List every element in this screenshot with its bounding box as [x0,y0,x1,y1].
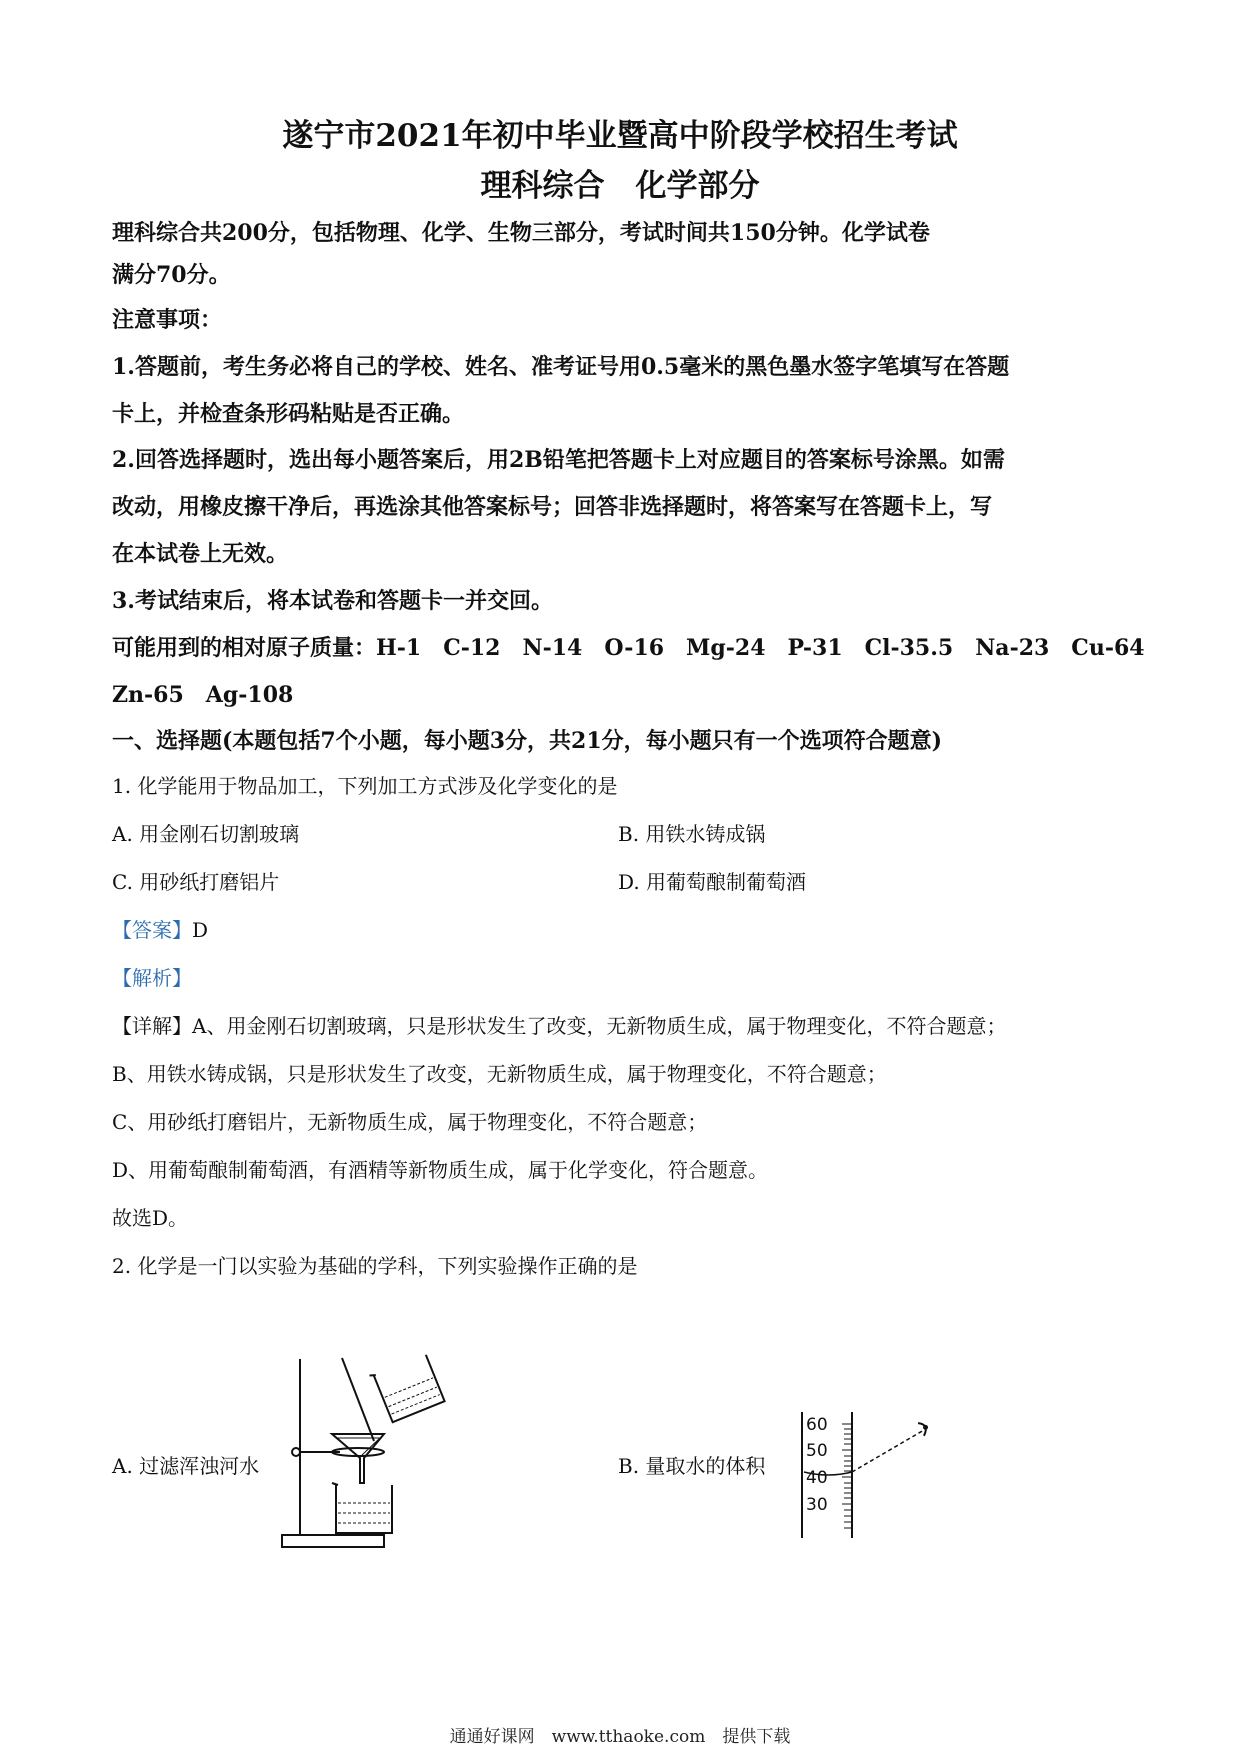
q1-option-c: C. 用砂纸打磨铝片 [112,870,280,894]
beaker [336,1485,392,1533]
intro-line-2: 满分70分。 [112,262,231,288]
answer-label: 【答案】 [112,918,192,942]
atomic-mass-line-2: Zn-65 Ag-108 [112,682,294,708]
notice-item-1-line-2: 卡上，并检查条形码粘贴是否正确。 [112,401,465,427]
q1-detail-b: B、用铁水铸成锅，只是形状发生了改变，无新物质生成，属于物理变化，不符合题意； [112,1062,887,1086]
q1-detail-c: C、用砂纸打磨铝片，无新物质生成，属于物理变化，不符合题意； [112,1110,708,1134]
sight-line [852,1430,924,1472]
notice-item-2-line-1: 2.回答选择题时，选出每小题答案后，用2B铅笔把答题卡上对应题目的答案标号涂黑。如需 [112,447,1005,473]
page-subtitle: 理科综合 化学部分 [480,168,760,204]
analysis-label: 【解析】 [112,966,192,990]
tick-label-30: 30 [806,1495,828,1515]
notice-item-1-line-1: 1.答题前，考生务必将自己的学校、姓名、准考证号用0.5毫米的黑色墨水签字笔填写在答题 [112,354,1010,380]
q1-detail-a [112,1010,1006,1039]
notice-item-3: 3.考试结束后，将本试卷和答题卡一并交回。 [112,588,553,614]
detail-label: 【详解】 [112,1014,192,1038]
notice-item-2-line-2: 改动，用橡皮擦干净后，再选涂其他答案标号；回答非选择题时，将答案写在答题卡上，写 [112,494,993,520]
tick-label-50: 50 [806,1441,828,1461]
q2-option-b: B. 量取水的体积 [618,1454,766,1478]
footer-source: 通通好课网 www.tthaoke.com 提供下载 [449,1727,791,1747]
section-1-heading: 一、选择题(本题包括7个小题，每小题3分，共21分，每小题只有一个选项符合题意) [112,728,943,754]
answer-value: D [192,918,209,942]
stand-base [282,1535,384,1547]
q1-answer [112,914,208,943]
q1-option-b: B. 用铁水铸成锅 [618,822,766,846]
q1-option-d: D. 用葡萄酿制葡萄酒 [618,870,807,894]
q2-stem: 2. 化学是一门以实验为基础的学科，下列实验操作正确的是 [112,1254,638,1278]
eye-icon [918,1420,931,1436]
tick-label-40: 40 [806,1468,828,1488]
tick-label-60: 60 [806,1415,828,1435]
pouring-beaker [369,1353,444,1424]
notice-heading: 注意事项： [112,307,223,333]
notice-item-2-line-3: 在本试卷上无效。 [112,541,289,567]
q1-conclusion: 故选D。 [112,1206,189,1230]
filtration-apparatus-figure [280,1355,450,1550]
glass-rod [342,1358,374,1441]
q1-option-a: A. 用金刚石切割玻璃 [112,822,300,846]
atomic-mass-line-1: 可能用到的相对原子质量：H-1 C-12 N-14 O-16 Mg-24 P-31 Cl-35.5 Na-23 Cu-64 [112,635,1145,661]
q2-option-a: A. 过滤浑浊河水 [112,1454,260,1478]
intro-line-1: 理科综合共200分，包括物理、化学、生物三部分，考试时间共150分钟。化学试卷 [112,220,930,246]
page-title: 遂宁市2021年初中毕业暨高中阶段学校招生考试 [282,118,958,154]
graduated-cylinder-figure [800,1410,950,1540]
q1-stem: 1. 化学能用于物品加工，下列加工方式涉及化学变化的是 [112,774,618,798]
q1-detail-d: D、用葡萄酿制葡萄酒，有酒精等新物质生成，属于化学变化，符合题意。 [112,1158,769,1182]
detail-a-text: A、用金刚石切割玻璃，只是形状发生了改变，无新物质生成，属于物理变化，不符合题意； [192,1014,1007,1038]
